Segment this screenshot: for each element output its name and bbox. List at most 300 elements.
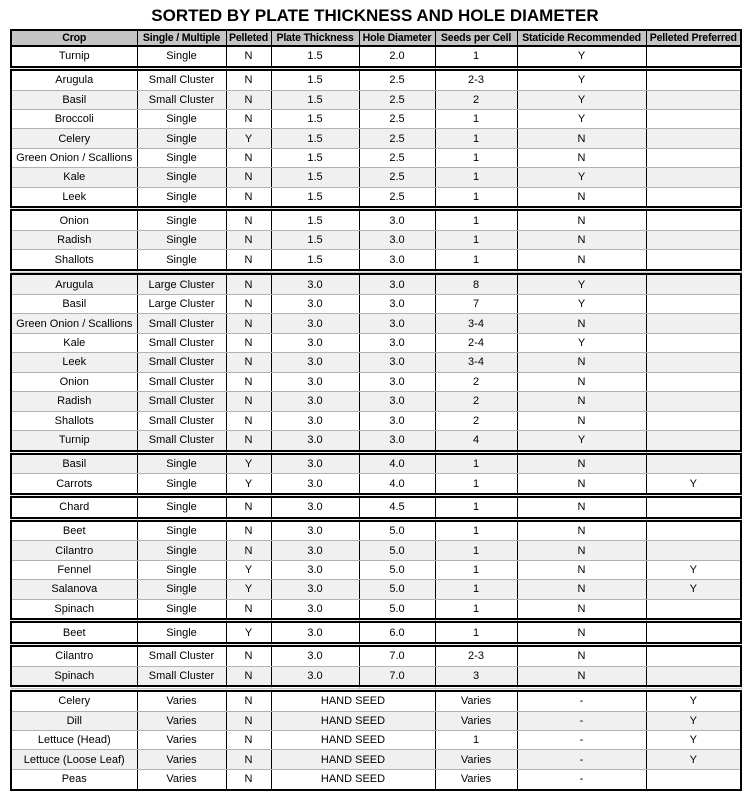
table-cell: [646, 230, 741, 249]
table-cell: 2.5: [359, 70, 435, 90]
table-row: [11, 168, 741, 187]
table-cell: 3.0: [271, 580, 359, 599]
table-cell: N: [226, 750, 271, 769]
table-row: [11, 314, 741, 333]
table-cell: 2.0: [359, 46, 435, 67]
table-cell: 3.0: [271, 646, 359, 666]
table-cell: Small Cluster: [137, 372, 226, 391]
table-cell: N: [517, 148, 646, 167]
table-row: [11, 580, 741, 599]
table-cell: Small Cluster: [137, 333, 226, 352]
table-row: [11, 70, 741, 90]
table-cell: [646, 622, 741, 643]
table-cell: 4: [435, 430, 517, 450]
table-row: [11, 392, 741, 411]
table-cell: 4.0: [359, 474, 435, 494]
table-cell: N: [517, 599, 646, 619]
table-row: [11, 372, 741, 391]
table-cell: 5.0: [359, 599, 435, 619]
table-cell: 5.0: [359, 521, 435, 541]
table-cell: Single: [137, 109, 226, 128]
table-cell: 8: [435, 274, 517, 294]
table-cell: Arugula: [11, 70, 137, 90]
table-cell: 3.0: [271, 497, 359, 518]
table-cell: N: [226, 353, 271, 372]
table-cell: Kale: [11, 168, 137, 187]
table-cell: 3.0: [271, 541, 359, 560]
table-cell: [646, 541, 741, 560]
table-cell: N: [226, 46, 271, 67]
table-cell: 3-4: [435, 353, 517, 372]
table-cell: N: [226, 730, 271, 749]
table-row: [11, 90, 741, 109]
table-cell: Large Cluster: [137, 274, 226, 294]
table-cell: N: [226, 250, 271, 270]
table-cell: Varies: [137, 769, 226, 790]
table-cell: Small Cluster: [137, 392, 226, 411]
table-cell: 3: [435, 666, 517, 686]
table-cell: 7.0: [359, 666, 435, 686]
table-cell: 1.5: [271, 187, 359, 207]
table-cell: N: [226, 70, 271, 90]
table-cell: N: [517, 210, 646, 230]
table-cell: 3.0: [359, 333, 435, 352]
table-cell: 6.0: [359, 622, 435, 643]
table-cell: 1: [435, 599, 517, 619]
table-cell: [646, 70, 741, 90]
table-cell: [646, 599, 741, 619]
table-cell: 4.0: [359, 454, 435, 474]
table-cell: Single: [137, 474, 226, 494]
table-cell: 3.0: [359, 210, 435, 230]
table-cell: Lettuce (Head): [11, 730, 137, 749]
table-cell: 1.5: [271, 70, 359, 90]
table-cell: 3.0: [271, 333, 359, 352]
table-row: [11, 454, 741, 474]
table-cell: Shallots: [11, 250, 137, 270]
table-cell: Spinach: [11, 666, 137, 686]
table-cell: Varies: [137, 750, 226, 769]
table-cell: Y: [517, 90, 646, 109]
table-row: [11, 769, 741, 790]
table-cell: N: [226, 168, 271, 187]
table-header-row: [11, 30, 741, 46]
table-cell: Celery: [11, 691, 137, 711]
table-cell: N: [226, 148, 271, 167]
table-cell: 1: [435, 250, 517, 270]
table-cell: Single: [137, 230, 226, 249]
table-cell: Small Cluster: [137, 314, 226, 333]
table-cell: Leek: [11, 187, 137, 207]
table-cell: Y: [646, 691, 741, 711]
table-cell: Peas: [11, 769, 137, 790]
table-cell: 2.5: [359, 129, 435, 148]
table-cell: [646, 769, 741, 790]
column-header-seeds-per-cell: Seeds per Cell: [435, 30, 517, 46]
table-cell: [646, 646, 741, 666]
table-cell: Single: [137, 168, 226, 187]
table-cell: Small Cluster: [137, 353, 226, 372]
table-cell: N: [226, 230, 271, 249]
table-cell: Single: [137, 210, 226, 230]
table-cell: 1.5: [271, 148, 359, 167]
table-cell: Green Onion / Scallions: [11, 314, 137, 333]
table-cell: [646, 90, 741, 109]
table-cell: Y: [517, 274, 646, 294]
table-cell: 2-3: [435, 646, 517, 666]
table-cell: Y: [517, 109, 646, 128]
table-row: [11, 560, 741, 579]
table-cell: [646, 187, 741, 207]
table-cell: Single: [137, 580, 226, 599]
table-cell: N: [517, 560, 646, 579]
table-row: [11, 497, 741, 518]
table-cell: -: [517, 691, 646, 711]
table-cell: 3.0: [271, 295, 359, 314]
table-row: [11, 274, 741, 294]
table-cell: N: [517, 129, 646, 148]
table-cell: 1: [435, 454, 517, 474]
table-cell: Turnip: [11, 430, 137, 450]
table-cell: N: [517, 250, 646, 270]
table-cell: 1.5: [271, 90, 359, 109]
table-cell: [646, 353, 741, 372]
table-cell: Single: [137, 187, 226, 207]
table-cell: Small Cluster: [137, 430, 226, 450]
table-cell: 1: [435, 474, 517, 494]
table-cell: 1.5: [271, 210, 359, 230]
table-cell: Single: [137, 497, 226, 518]
table-row: [11, 210, 741, 230]
table-cell: 1.5: [271, 230, 359, 249]
table-cell: N: [226, 769, 271, 790]
table-cell: 1.5: [271, 46, 359, 67]
table-cell: [646, 497, 741, 518]
table-cell: 1.5: [271, 109, 359, 128]
table-cell: 5.0: [359, 580, 435, 599]
table-row: [11, 541, 741, 560]
table-cell: Cilantro: [11, 541, 137, 560]
table-cell: N: [226, 274, 271, 294]
table-cell: Varies: [137, 691, 226, 711]
table-row: [11, 109, 741, 128]
table-cell: Y: [226, 560, 271, 579]
table-cell: N: [226, 666, 271, 686]
crop-seeding-table: [10, 29, 742, 791]
table-cell: 1.5: [271, 168, 359, 187]
table-cell: N: [517, 392, 646, 411]
table-cell: Single: [137, 148, 226, 167]
table-cell: [646, 129, 741, 148]
table-cell: 1: [435, 580, 517, 599]
table-cell: Y: [226, 454, 271, 474]
table-cell: 1: [435, 497, 517, 518]
table-cell: 3.0: [359, 314, 435, 333]
table-row: [11, 521, 741, 541]
table-cell: N: [226, 187, 271, 207]
table-row: [11, 333, 741, 352]
table-cell: N: [517, 521, 646, 541]
table-cell: N: [226, 411, 271, 430]
table-cell: Broccoli: [11, 109, 137, 128]
table-cell: N: [226, 497, 271, 518]
table-cell: Leek: [11, 353, 137, 372]
table-row: [11, 430, 741, 450]
table-cell: Y: [646, 711, 741, 730]
table-cell: Single: [137, 129, 226, 148]
table-cell: Varies: [435, 691, 517, 711]
table-cell: N: [226, 691, 271, 711]
table-cell: 1.5: [271, 129, 359, 148]
table-cell: Y: [226, 622, 271, 643]
table-cell: N: [226, 372, 271, 391]
table-cell: Large Cluster: [137, 295, 226, 314]
table-cell: Single: [137, 454, 226, 474]
table-cell: N: [517, 353, 646, 372]
table-row: [11, 46, 741, 67]
table-cell: Y: [226, 129, 271, 148]
table-cell: Varies: [137, 730, 226, 749]
hand-seed-cell: HAND SEED: [271, 769, 435, 790]
hand-seed-cell: HAND SEED: [271, 750, 435, 769]
table-cell: Varies: [435, 711, 517, 730]
table-cell: Single: [137, 622, 226, 643]
table-cell: Varies: [435, 769, 517, 790]
table-cell: 4.5: [359, 497, 435, 518]
table-cell: Y: [226, 474, 271, 494]
table-cell: Small Cluster: [137, 70, 226, 90]
table-cell: [646, 274, 741, 294]
table-cell: Basil: [11, 90, 137, 109]
table-cell: Y: [517, 333, 646, 352]
table-cell: 3.0: [359, 274, 435, 294]
table-cell: Celery: [11, 129, 137, 148]
table-cell: Green Onion / Scallions: [11, 148, 137, 167]
table-cell: Basil: [11, 295, 137, 314]
table-cell: 3.0: [359, 372, 435, 391]
table-cell: 2: [435, 372, 517, 391]
table-cell: 3.0: [271, 274, 359, 294]
table-cell: N: [517, 474, 646, 494]
table-cell: Y: [517, 168, 646, 187]
table-cell: 1: [435, 622, 517, 643]
table-cell: [646, 210, 741, 230]
table-cell: Y: [646, 730, 741, 749]
table-cell: Varies: [435, 750, 517, 769]
table-row: [11, 250, 741, 270]
table-cell: Small Cluster: [137, 90, 226, 109]
table-row: [11, 353, 741, 372]
table-cell: Radish: [11, 392, 137, 411]
hand-seed-cell: HAND SEED: [271, 730, 435, 749]
table-cell: Arugula: [11, 274, 137, 294]
table-cell: 3.0: [271, 430, 359, 450]
table-row: [11, 666, 741, 686]
table-cell: Single: [137, 541, 226, 560]
table-cell: 3.0: [271, 622, 359, 643]
table-cell: 3.0: [271, 521, 359, 541]
table-cell: 1: [435, 148, 517, 167]
table-cell: 3.0: [271, 560, 359, 579]
table-cell: 2: [435, 411, 517, 430]
table-row: [11, 148, 741, 167]
table-cell: 7.0: [359, 646, 435, 666]
table-cell: 3.0: [359, 430, 435, 450]
table-cell: 3.0: [271, 599, 359, 619]
table-cell: N: [226, 333, 271, 352]
table-row: [11, 646, 741, 666]
table-cell: 3.0: [359, 295, 435, 314]
table-cell: [646, 666, 741, 686]
table-cell: [646, 314, 741, 333]
table-cell: 1: [435, 541, 517, 560]
table-cell: N: [226, 210, 271, 230]
table-row: [11, 711, 741, 730]
table-cell: 3.0: [359, 411, 435, 430]
table-cell: Onion: [11, 210, 137, 230]
table-cell: Small Cluster: [137, 646, 226, 666]
table-cell: Y: [226, 580, 271, 599]
table-cell: N: [517, 372, 646, 391]
hand-seed-cell: HAND SEED: [271, 711, 435, 730]
table-row: [11, 691, 741, 711]
table-cell: [646, 372, 741, 391]
column-header-staticide-recommended: Staticide Recommended: [517, 30, 646, 46]
table-cell: 2.5: [359, 148, 435, 167]
table-cell: N: [226, 521, 271, 541]
table-cell: 1: [435, 168, 517, 187]
table-cell: N: [517, 580, 646, 599]
table-cell: Single: [137, 599, 226, 619]
table-cell: N: [226, 646, 271, 666]
table-cell: N: [226, 711, 271, 730]
table-cell: [646, 392, 741, 411]
table-row: [11, 599, 741, 619]
table-cell: [646, 521, 741, 541]
column-header-hole-diameter: Hole Diameter: [359, 30, 435, 46]
table-row: [11, 230, 741, 249]
table-cell: Cilantro: [11, 646, 137, 666]
hand-seed-cell: HAND SEED: [271, 691, 435, 711]
table-cell: 2.5: [359, 90, 435, 109]
table-cell: Y: [646, 474, 741, 494]
table-cell: Carrots: [11, 474, 137, 494]
table-cell: Onion: [11, 372, 137, 391]
table-cell: [646, 411, 741, 430]
table-cell: N: [226, 541, 271, 560]
table-cell: Kale: [11, 333, 137, 352]
table-cell: Small Cluster: [137, 666, 226, 686]
table-cell: [646, 295, 741, 314]
table-cell: 1: [435, 210, 517, 230]
table-cell: N: [226, 314, 271, 333]
table-cell: 2.5: [359, 168, 435, 187]
table-cell: N: [226, 109, 271, 128]
table-cell: 3.0: [271, 353, 359, 372]
table-cell: N: [517, 187, 646, 207]
table-cell: N: [517, 541, 646, 560]
table-cell: 3.0: [271, 454, 359, 474]
table-cell: N: [226, 392, 271, 411]
table-cell: Y: [517, 295, 646, 314]
table-cell: [646, 109, 741, 128]
table-cell: 3.0: [271, 372, 359, 391]
table-cell: Y: [517, 430, 646, 450]
table-cell: Radish: [11, 230, 137, 249]
table-cell: 3.0: [359, 250, 435, 270]
table-cell: 3.0: [359, 353, 435, 372]
table-cell: Y: [517, 46, 646, 67]
table-cell: 2: [435, 90, 517, 109]
table-cell: Salanova: [11, 580, 137, 599]
table-cell: 3.0: [359, 392, 435, 411]
table-cell: N: [226, 295, 271, 314]
table-cell: [646, 333, 741, 352]
table-cell: Spinach: [11, 599, 137, 619]
table-cell: N: [226, 599, 271, 619]
table-cell: -: [517, 711, 646, 730]
table-cell: Varies: [137, 711, 226, 730]
table-cell: Small Cluster: [137, 411, 226, 430]
table-cell: Y: [517, 70, 646, 90]
column-header-pelleted-preferred: Pelleted Preferred: [646, 30, 741, 46]
table-row: [11, 622, 741, 643]
table-row: [11, 750, 741, 769]
table-cell: N: [517, 314, 646, 333]
table-cell: -: [517, 769, 646, 790]
table-cell: 2.5: [359, 109, 435, 128]
table-cell: 1: [435, 187, 517, 207]
table-cell: Fennel: [11, 560, 137, 579]
table-cell: 3.0: [271, 392, 359, 411]
table-cell: 1: [435, 109, 517, 128]
table-cell: 2-4: [435, 333, 517, 352]
table-cell: N: [517, 454, 646, 474]
page-title: SORTED BY PLATE THICKNESS AND HOLE DIAMETER: [151, 6, 599, 25]
table-cell: 3-4: [435, 314, 517, 333]
table-cell: Basil: [11, 454, 137, 474]
table-row: [11, 295, 741, 314]
column-header-crop: Crop: [11, 30, 137, 46]
table-cell: 2: [435, 392, 517, 411]
table-cell: 2-3: [435, 70, 517, 90]
table-cell: 1: [435, 560, 517, 579]
table-cell: [646, 430, 741, 450]
table-cell: 1.5: [271, 250, 359, 270]
table-cell: [646, 46, 741, 67]
table-cell: Chard: [11, 497, 137, 518]
table-cell: Lettuce (Loose Leaf): [11, 750, 137, 769]
table-cell: 1: [435, 730, 517, 749]
table-cell: 3.0: [271, 666, 359, 686]
table-cell: 3.0: [359, 230, 435, 249]
table-cell: N: [517, 497, 646, 518]
table-cell: N: [517, 411, 646, 430]
table-cell: [646, 168, 741, 187]
table-row: [11, 187, 741, 207]
table-cell: N: [517, 646, 646, 666]
table-cell: 1: [435, 521, 517, 541]
table-cell: [646, 148, 741, 167]
table-cell: Shallots: [11, 411, 137, 430]
column-header-single-multiple: Single / Multiple: [137, 30, 226, 46]
table-cell: 7: [435, 295, 517, 314]
table-cell: -: [517, 750, 646, 769]
table-cell: Dill: [11, 711, 137, 730]
table-cell: Single: [137, 250, 226, 270]
table-row: [11, 730, 741, 749]
table-cell: Y: [646, 560, 741, 579]
